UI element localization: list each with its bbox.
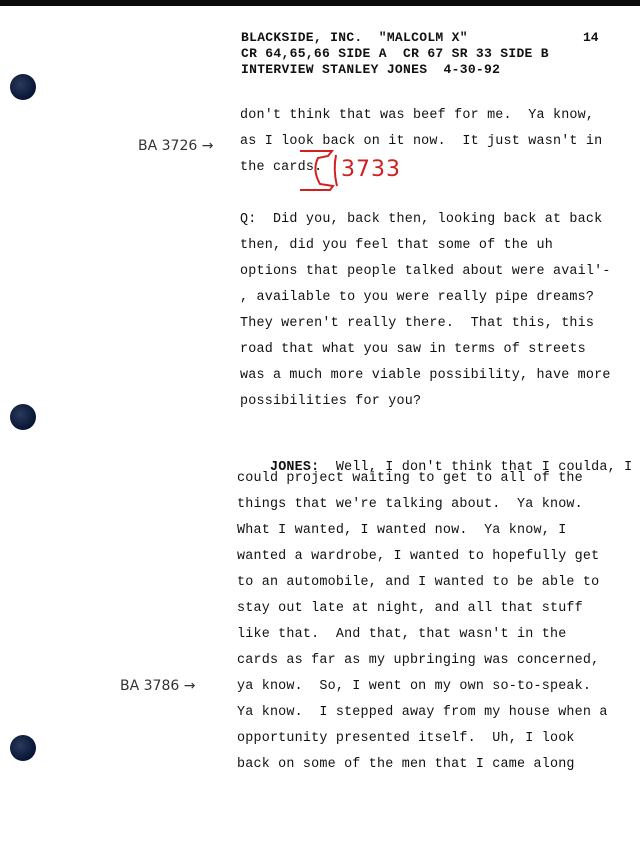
header-reel-info: CR 64,65,66 SIDE A CR 67 SR 33 SIDE B xyxy=(241,46,549,61)
red-handwritten-code: 3733 xyxy=(341,157,401,182)
text-line: Well, I don't think that I coulda, I xyxy=(319,460,633,475)
text-line: possibilities for you? xyxy=(240,394,422,409)
text-line: Q: Did you, back then, looking back at back xyxy=(240,212,603,227)
text-line: to an automobile, and I wanted to be able to xyxy=(237,575,600,590)
text-line: could project waiting to get to all of the xyxy=(237,471,583,486)
text-line: cards as far as my upbringing was concerned, xyxy=(237,653,600,668)
text-line: stay out late at night, and all that stuff xyxy=(237,601,583,616)
text-line: then, did you feel that some of the uh xyxy=(240,238,553,253)
text-line: was a much more viable possibility, have more xyxy=(240,368,611,383)
header-company-title: BLACKSIDE, INC. "MALCOLM X" xyxy=(241,30,468,45)
speaker-name: JONES: xyxy=(269,460,320,475)
text-line: back on some of the men that I came along xyxy=(237,757,575,772)
ba-annotation-1: BA 3726 → xyxy=(138,138,214,154)
text-line: wanted a wardrobe, I wanted to hopefully get xyxy=(237,549,600,564)
text-line: things that we're talking about. Ya know. xyxy=(237,497,583,512)
header-interview-info: INTERVIEW STANLEY JONES 4-30-92 xyxy=(241,62,501,77)
text-line: the cards. xyxy=(240,160,323,175)
text-line: road that what you saw in terms of streets xyxy=(240,342,586,357)
text-line: They weren't really there. That this, this xyxy=(240,316,595,331)
text-line: like that. And that, that wasn't in the xyxy=(237,627,567,642)
text-line: opportunity presented itself. Uh, I look xyxy=(237,731,575,746)
text-line: , available to you were really pipe dreams? xyxy=(240,290,595,305)
text-line: What I wanted, I wanted now. Ya know, I xyxy=(237,523,567,538)
text-line: as I look back on it now. It just wasn't in xyxy=(240,134,603,149)
text-line: don't think that was beef for me. Ya know, xyxy=(240,108,595,123)
ba-annotation-2: BA 3786 → xyxy=(120,678,196,694)
page-number: 14 xyxy=(583,30,599,45)
text-line: ya know. So, I went on my own so-to-speak. xyxy=(237,679,592,694)
text-line: options that people talked about were avail'- xyxy=(240,264,611,279)
text-line: Ya know. I stepped away from my house when a xyxy=(237,705,608,720)
